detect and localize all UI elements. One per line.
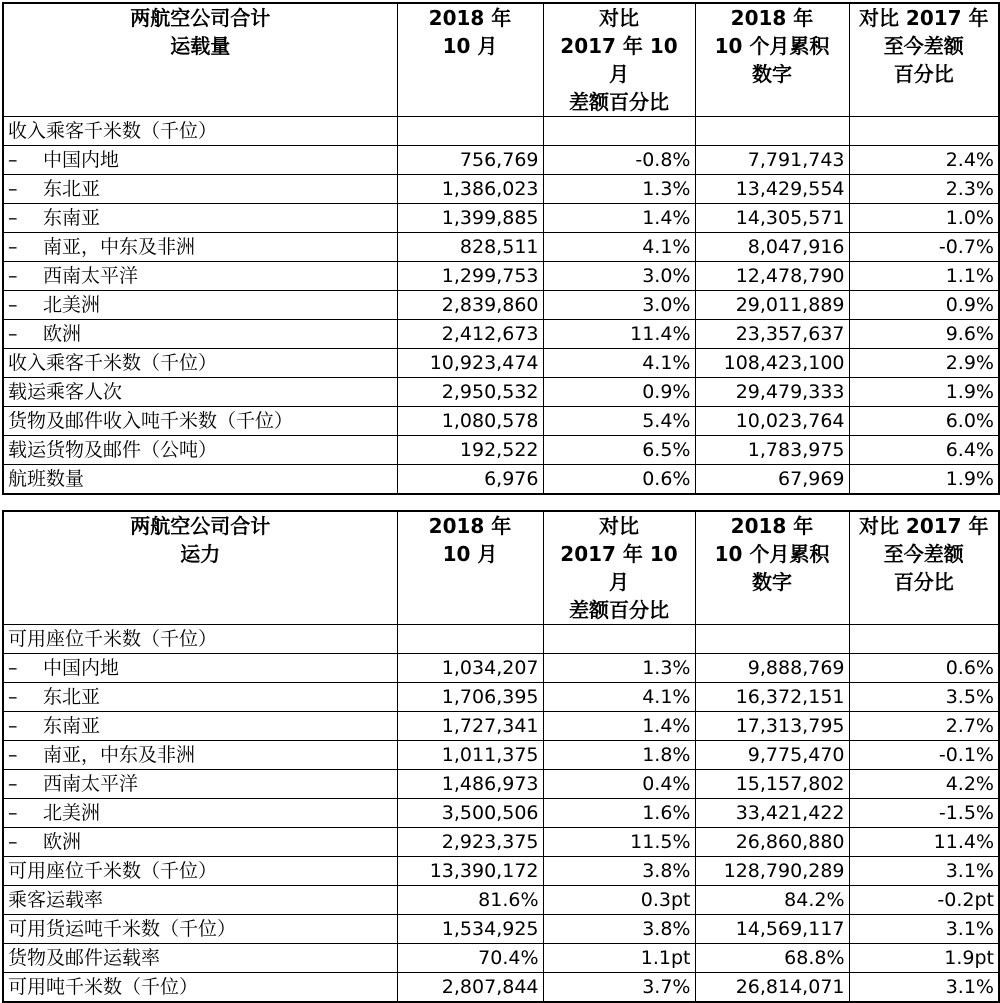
value-cell: 13,390,172 xyxy=(397,857,543,886)
row-label xyxy=(3,320,397,349)
dash-marker: – xyxy=(8,178,18,200)
row-label-text: 南亚，中东及非洲 xyxy=(43,744,196,766)
value-cell: 29,479,333 xyxy=(695,378,849,407)
row-label xyxy=(3,886,397,915)
row-label xyxy=(3,262,397,291)
value-cell xyxy=(695,117,849,146)
value-cell xyxy=(397,117,543,146)
row-label-text: 西南太平洋 xyxy=(43,773,139,795)
row-label xyxy=(3,944,397,973)
value-cell: 6.0% xyxy=(849,407,999,436)
row-label xyxy=(3,175,397,204)
value-cell: 3.0% xyxy=(543,262,695,291)
capacity-table xyxy=(2,510,1000,1003)
value-cell: 0.6% xyxy=(849,654,999,683)
value-cell: 108,423,100 xyxy=(695,349,849,378)
table-row xyxy=(3,291,999,320)
value-cell: 1.9% xyxy=(849,378,999,407)
table-row xyxy=(3,320,999,349)
value-cell: 1.3% xyxy=(543,654,695,683)
value-cell: 81.6% xyxy=(397,886,543,915)
table-row xyxy=(3,436,999,465)
value-cell: 2,950,532 xyxy=(397,378,543,407)
row-label-text: 东北亚 xyxy=(43,686,101,708)
value-cell: 1,486,973 xyxy=(397,770,543,799)
value-cell: 128,790,289 xyxy=(695,857,849,886)
dash-marker: – xyxy=(8,773,18,795)
value-cell: 6.4% xyxy=(849,436,999,465)
value-cell: 1.0% xyxy=(849,204,999,233)
value-cell: 1.9pt xyxy=(849,944,999,973)
value-cell: 3.1% xyxy=(849,915,999,944)
value-cell: 1,727,341 xyxy=(397,712,543,741)
row-label xyxy=(3,349,397,378)
value-cell: 0.6% xyxy=(543,465,695,495)
value-cell: 3.0% xyxy=(543,291,695,320)
value-cell: 1,034,207 xyxy=(397,654,543,683)
value-cell: 0.4% xyxy=(543,770,695,799)
value-cell: 29,011,889 xyxy=(695,291,849,320)
row-label-text: 东南亚 xyxy=(43,715,101,737)
value-cell: 68.8% xyxy=(695,944,849,973)
dash-marker: – xyxy=(8,294,18,316)
dash-marker: – xyxy=(8,265,18,287)
column-header: 2018 年 10 月 xyxy=(397,511,543,625)
value-cell xyxy=(849,117,999,146)
table-row xyxy=(3,770,999,799)
dash-marker: – xyxy=(8,802,18,824)
value-cell: 10,023,764 xyxy=(695,407,849,436)
value-cell: 17,313,795 xyxy=(695,712,849,741)
column-header: 两航空公司合计 运力 xyxy=(3,511,397,625)
row-label-text: 东北亚 xyxy=(43,178,101,200)
value-cell: 1.6% xyxy=(543,799,695,828)
value-cell: 13,429,554 xyxy=(695,175,849,204)
value-cell: 3.7% xyxy=(543,973,695,1003)
dash-marker: – xyxy=(8,149,18,171)
row-label-text: 可用吨千米数（千位） xyxy=(8,976,199,998)
row-label xyxy=(3,857,397,886)
value-cell: 9,888,769 xyxy=(695,654,849,683)
dash-marker: – xyxy=(8,686,18,708)
row-label xyxy=(3,465,397,495)
value-cell: 4.2% xyxy=(849,770,999,799)
table-row xyxy=(3,465,999,495)
row-label xyxy=(3,146,397,175)
value-cell: -0.7% xyxy=(849,233,999,262)
header-row xyxy=(3,3,999,117)
table-row xyxy=(3,886,999,915)
column-header: 两航空公司合计 运载量 xyxy=(3,3,397,117)
value-cell: 3.8% xyxy=(543,857,695,886)
value-cell: 84.2% xyxy=(695,886,849,915)
table-row xyxy=(3,712,999,741)
row-label xyxy=(3,799,397,828)
row-label xyxy=(3,770,397,799)
value-cell: -0.1% xyxy=(849,741,999,770)
row-label xyxy=(3,117,397,146)
row-label-text: 东南亚 xyxy=(43,207,101,229)
value-cell: 828,511 xyxy=(397,233,543,262)
value-cell: 2,923,375 xyxy=(397,828,543,857)
row-label xyxy=(3,741,397,770)
table-row xyxy=(3,233,999,262)
value-cell: 11.5% xyxy=(543,828,695,857)
value-cell: 26,814,071 xyxy=(695,973,849,1003)
value-cell: 4.1% xyxy=(543,349,695,378)
column-header: 对比 2017 年 10 月 差额百分比 xyxy=(543,3,695,117)
value-cell: 16,372,151 xyxy=(695,683,849,712)
value-cell: 1.1pt xyxy=(543,944,695,973)
row-label-text: 收入乘客千米数（千位） xyxy=(8,352,218,374)
value-cell: 2,839,860 xyxy=(397,291,543,320)
value-cell: 1.3% xyxy=(543,175,695,204)
table-row xyxy=(3,857,999,886)
value-cell: 5.4% xyxy=(543,407,695,436)
row-label-text: 中国内地 xyxy=(43,657,120,679)
value-cell: 1.4% xyxy=(543,204,695,233)
row-label-text: 欧洲 xyxy=(43,323,82,345)
value-cell: 7,791,743 xyxy=(695,146,849,175)
row-label xyxy=(3,625,397,654)
value-cell: 1.4% xyxy=(543,712,695,741)
row-label xyxy=(3,204,397,233)
value-cell: -1.5% xyxy=(849,799,999,828)
table-row xyxy=(3,625,999,654)
dash-marker: – xyxy=(8,744,18,766)
value-cell: 4.1% xyxy=(543,683,695,712)
row-label-text: 西南太平洋 xyxy=(43,265,139,287)
row-label-text: 北美洲 xyxy=(43,294,101,316)
value-cell: 1,080,578 xyxy=(397,407,543,436)
value-cell: 2.3% xyxy=(849,175,999,204)
value-cell xyxy=(695,625,849,654)
value-cell: 3.8% xyxy=(543,915,695,944)
row-label-text: 航班数量 xyxy=(8,468,85,490)
table-row xyxy=(3,117,999,146)
dash-marker: – xyxy=(8,323,18,345)
value-cell xyxy=(849,625,999,654)
dash-marker: – xyxy=(8,657,18,679)
value-cell: 15,157,802 xyxy=(695,770,849,799)
table-row xyxy=(3,944,999,973)
value-cell: 8,047,916 xyxy=(695,233,849,262)
row-label xyxy=(3,654,397,683)
value-cell: 3.1% xyxy=(849,857,999,886)
value-cell: 2.4% xyxy=(849,146,999,175)
dash-marker: – xyxy=(8,715,18,737)
row-label-text: 载运乘客人次 xyxy=(8,381,123,403)
table-row xyxy=(3,378,999,407)
table-row xyxy=(3,683,999,712)
value-cell: 6,976 xyxy=(397,465,543,495)
table-row xyxy=(3,146,999,175)
table-row xyxy=(3,828,999,857)
value-cell: 33,421,422 xyxy=(695,799,849,828)
value-cell: 1,399,885 xyxy=(397,204,543,233)
row-label-text: 乘客运载率 xyxy=(8,889,104,911)
value-cell: 3.1% xyxy=(849,973,999,1003)
value-cell: 9.6% xyxy=(849,320,999,349)
row-label-text: 中国内地 xyxy=(43,149,120,171)
value-cell: 2,412,673 xyxy=(397,320,543,349)
value-cell: 9,775,470 xyxy=(695,741,849,770)
value-cell xyxy=(543,625,695,654)
table-row xyxy=(3,175,999,204)
row-label xyxy=(3,973,397,1003)
row-label-text: 货物及邮件运载率 xyxy=(8,947,161,969)
dash-marker: – xyxy=(8,831,18,853)
row-label-text: 北美洲 xyxy=(43,802,101,824)
value-cell: 756,769 xyxy=(397,146,543,175)
value-cell: 3,500,506 xyxy=(397,799,543,828)
table-row xyxy=(3,654,999,683)
row-label xyxy=(3,436,397,465)
column-header: 对比 2017 年 至今差额 百分比 xyxy=(849,3,999,117)
header-row xyxy=(3,511,999,625)
value-cell: 1,534,925 xyxy=(397,915,543,944)
value-cell: 1.8% xyxy=(543,741,695,770)
table-row xyxy=(3,349,999,378)
value-cell: 3.5% xyxy=(849,683,999,712)
row-label-text: 货物及邮件收入吨千米数（千位） xyxy=(8,410,294,432)
table-row xyxy=(3,973,999,1003)
row-label-text: 载运货物及邮件（公吨） xyxy=(8,439,218,461)
row-label-text: 欧洲 xyxy=(43,831,82,853)
value-cell: 14,569,117 xyxy=(695,915,849,944)
value-cell xyxy=(397,625,543,654)
value-cell: 4.1% xyxy=(543,233,695,262)
row-label xyxy=(3,828,397,857)
value-cell: 0.3pt xyxy=(543,886,695,915)
table-row xyxy=(3,799,999,828)
value-cell: 11.4% xyxy=(849,828,999,857)
value-cell: -0.2pt xyxy=(849,886,999,915)
value-cell: 14,305,571 xyxy=(695,204,849,233)
column-header: 对比 2017 年 至今差额 百分比 xyxy=(849,511,999,625)
value-cell: 26,860,880 xyxy=(695,828,849,857)
dash-marker: – xyxy=(8,236,18,258)
value-cell: 1,011,375 xyxy=(397,741,543,770)
row-label-text: 可用座位千米数（千位） xyxy=(8,628,218,650)
value-cell: 2,807,844 xyxy=(397,973,543,1003)
value-cell: 1,783,975 xyxy=(695,436,849,465)
value-cell: 70.4% xyxy=(397,944,543,973)
row-label xyxy=(3,915,397,944)
table-row xyxy=(3,915,999,944)
row-label-text: 可用座位千米数（千位） xyxy=(8,860,218,882)
row-label xyxy=(3,683,397,712)
row-label xyxy=(3,378,397,407)
row-label xyxy=(3,407,397,436)
value-cell: 10,923,474 xyxy=(397,349,543,378)
table-row xyxy=(3,204,999,233)
row-label xyxy=(3,712,397,741)
value-cell: 12,478,790 xyxy=(695,262,849,291)
dash-marker: – xyxy=(8,207,18,229)
value-cell: 1.9% xyxy=(849,465,999,495)
table-row xyxy=(3,741,999,770)
value-cell: 192,522 xyxy=(397,436,543,465)
column-header: 2018 年 10 月 xyxy=(397,3,543,117)
row-label-text: 可用货运吨千米数（千位） xyxy=(8,918,237,940)
value-cell: 1,706,395 xyxy=(397,683,543,712)
column-header: 2018 年 10 个月累积 数字 xyxy=(695,3,849,117)
traffic-table xyxy=(2,2,1000,495)
value-cell: 0.9% xyxy=(543,378,695,407)
row-label-text: 南亚，中东及非洲 xyxy=(43,236,196,258)
value-cell: 1,386,023 xyxy=(397,175,543,204)
value-cell: 6.5% xyxy=(543,436,695,465)
value-cell: 0.9% xyxy=(849,291,999,320)
value-cell: 23,357,637 xyxy=(695,320,849,349)
value-cell xyxy=(543,117,695,146)
row-label-text: 收入乘客千米数（千位） xyxy=(8,120,218,142)
table-row xyxy=(3,407,999,436)
value-cell: 2.7% xyxy=(849,712,999,741)
value-cell: 1,299,753 xyxy=(397,262,543,291)
value-cell: 1.1% xyxy=(849,262,999,291)
column-header: 2018 年 10 个月累积 数字 xyxy=(695,511,849,625)
row-label xyxy=(3,233,397,262)
value-cell: 67,969 xyxy=(695,465,849,495)
value-cell: -0.8% xyxy=(543,146,695,175)
value-cell: 11.4% xyxy=(543,320,695,349)
row-label xyxy=(3,291,397,320)
table-row xyxy=(3,262,999,291)
value-cell: 2.9% xyxy=(849,349,999,378)
column-header: 对比 2017 年 10 月 差额百分比 xyxy=(543,511,695,625)
